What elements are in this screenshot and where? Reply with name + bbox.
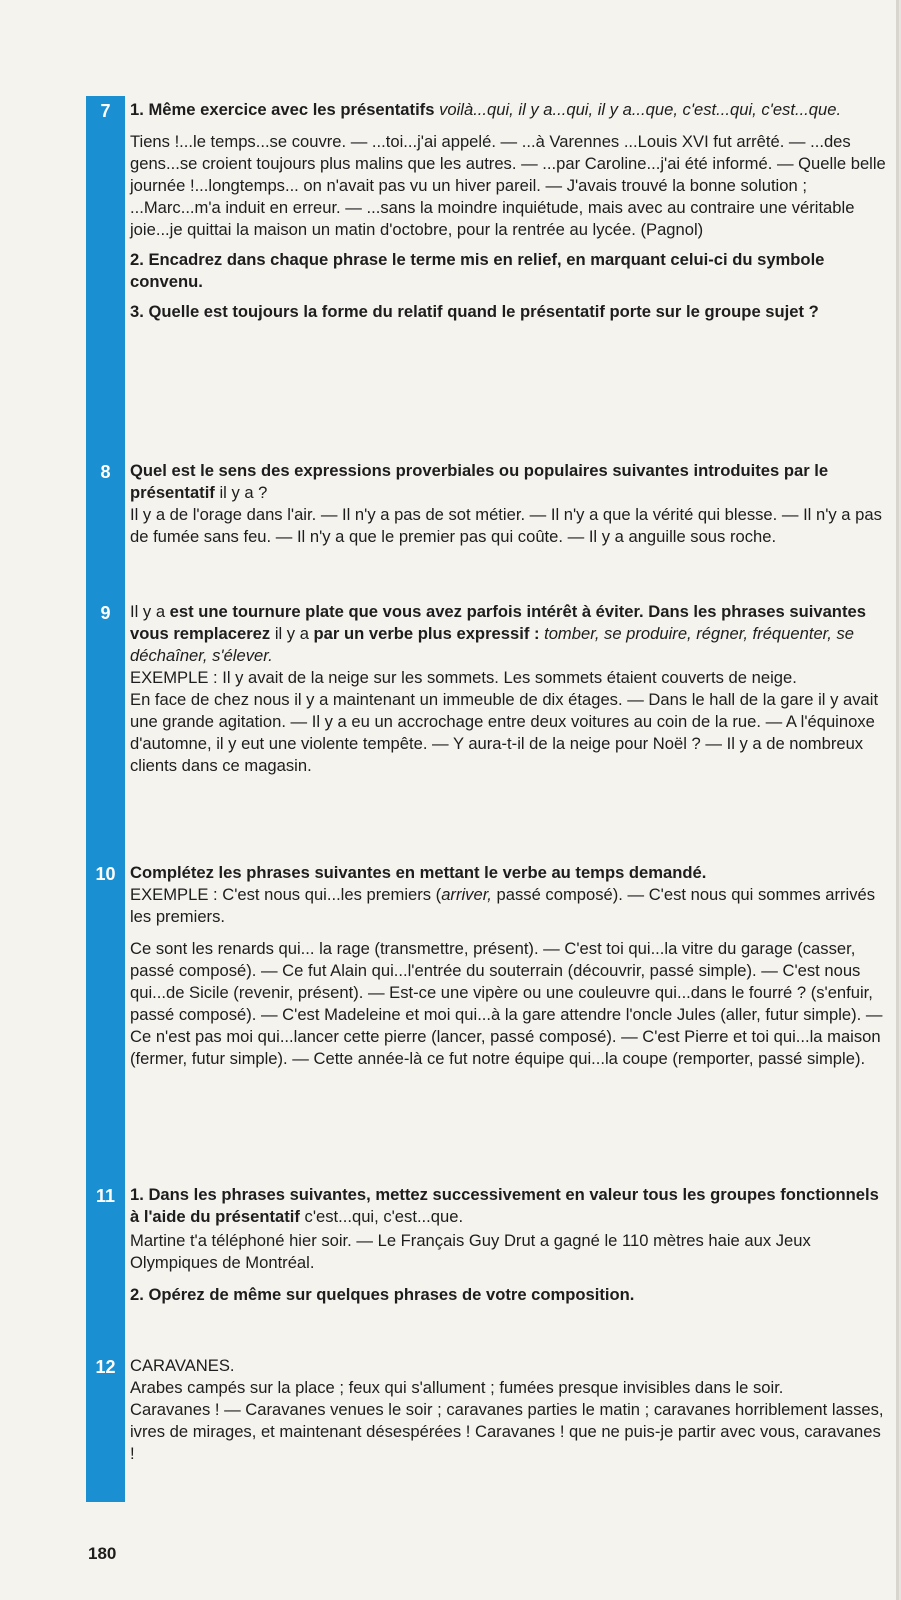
exercise-content — [130, 862, 888, 1076]
exercise-content — [130, 601, 888, 783]
exercise-content — [130, 1355, 888, 1471]
question-part: est une tournure plate que vous avez parfois intérêt à éviter. Dans les phrases suivantes vous remplacerez — [130, 602, 866, 643]
question-italic: voilà...qui, il y a...qui, il y a...que, c'est...qui, c'est...que. — [439, 100, 842, 119]
exercise-content — [130, 1184, 888, 1312]
question-2: 2. Opérez de même sur quelques phrases de votre composition. — [130, 1285, 635, 1304]
margin-color-band — [86, 96, 125, 1502]
poem-line: Caravanes ! — Caravanes venues le soir ; caravanes parties le matin ; caravanes horriblement lasses, ivres de mirages, et maintenant désespérées ! Caravanes ! que ne puis-je partir avec vous, caravanes ! — [130, 1400, 884, 1463]
example-text: EXEMPLE : C'est nous qui...les premiers ( — [130, 885, 442, 904]
exercise-number: 7 — [100, 101, 111, 121]
question-3: 3. Quelle est toujours la forme du relatif quand le présentatif porte sur le groupe sujet ? — [130, 302, 819, 321]
question-label: 1. — [130, 100, 144, 119]
question-text: Même exercice avec les présentatifs — [148, 100, 435, 119]
question-text: Quel est le sens des expressions proverbiales ou populaires suivantes introduites par le présentatif — [130, 461, 829, 502]
exercise-text: Ce sont les renards qui... la rage (transmettre, présent). — C'est toi qui...la vitre du garage (casser, passé composé). — Ce fut Alain qui...l'entrée du souterrain (découvrir, passé simple). — C'est nous qui...de Sicile (revenir, présent). — Est-ce une vipère ou une couleuvre qui...dans le fourré ? (s'enfuir, passé composé). — C'est Madeleine et moi qui...à la gare attendre l'oncle Jules (aller, futur simple). — Ce n'est pas moi qui...lancer cette pierre (lancer, passé composé). — C'est Pierre et toi qui...la maison (fermer, futur simple). — Cette année-là ce fut notre équipe qui...la coupe (remporter, passé simple). — [130, 939, 883, 1068]
exercise-number: 11 — [95, 1186, 116, 1206]
question-text: 1. Dans les phrases suivantes, mettez successivement en valeur tous les groupes fonctionnels à l'aide du présentatif — [130, 1185, 879, 1226]
question-2: 2. Encadrez dans chaque phrase le terme mis en relief, en marquant celui-ci du symbole convenu. — [130, 250, 825, 291]
exercise-text: Tiens !...le temps...se couvre. — ...toi...j'ai appelé. — ...à Varennes ...Louis XVI fut arrêté. — ...des gens...se croient toujours plus malins que les autres. — ...par Caroline...j'ai été informé. — Quelle belle journée !...longtemps... on n'avait pas vu un hiver pareil. — J'avais trouvé la bonne solution ; ...Marc...m'a induit en erreur. — ...sans la moindre inquiétude, mais avec au contraire une véritable joie...je quittai la maison un matin d'octobre, pour la rentrée au lycée. (Pagnol) — [130, 132, 886, 239]
exercise-number: 8 — [100, 462, 111, 482]
exercise-content — [130, 99, 888, 329]
example-text: EXEMPLE : Il y avait de la neige sur les sommets. Les sommets étaient couverts de neige. — [130, 668, 797, 687]
exercise-text: En face de chez nous il y a maintenant un immeuble de dix étages. — Dans le hall de la gare il y avait une grande agitation. — Il y a eu un accrochage entre deux voitures au coin de la rue. — A l'équinoxe d'automne, il y eut une violente tempête. — Y aura-t-il de la neige pour Noël ? — Il y a de nombreux clients dans ce magasin. — [130, 690, 879, 775]
page-number: 180 — [88, 1544, 117, 1563]
poem-line: Arabes campés sur la place ; feux qui s'allument ; fumées presque invisibles dans le soir. — [130, 1378, 784, 1397]
question-part: Il y a — [130, 602, 170, 621]
question-text: Complétez les phrases suivantes en mettant le verbe au temps demandé. — [130, 863, 707, 882]
question-part: par un verbe plus expressif : — [313, 624, 540, 643]
exercise-number: 10 — [95, 864, 116, 884]
question-part: il y a — [270, 624, 314, 643]
question-tail: il y a ? — [214, 483, 268, 502]
poem-title: CARAVANES. — [130, 1356, 235, 1375]
question-italic: tomber, se produire, régner, fréquenter, se déchaîner, s'élever. — [130, 624, 855, 665]
example-verb: arriver, — [441, 885, 492, 904]
exercise-content — [130, 460, 888, 554]
example-text: passé composé). — C'est nous qui sommes arrivés les premiers. — [130, 885, 876, 926]
exercise-number: 12 — [95, 1357, 116, 1377]
exercise-number: 9 — [100, 603, 111, 623]
question-tail: c'est...qui, c'est...que. — [299, 1207, 464, 1226]
exercise-text: Martine t'a téléphoné hier soir. — Le Français Guy Drut a gagné le 110 mètres haie aux Jeux Olympiques de Montréal. — [130, 1231, 811, 1272]
exercise-text: Il y a de l'orage dans l'air. — Il n'y a pas de sot métier. — Il n'y a que la vérité qui blesse. — Il n'y a pas de fumée sans feu. — Il n'y a que le premier pas qui coûte. — Il y a anguille sous roche. — [130, 505, 882, 546]
